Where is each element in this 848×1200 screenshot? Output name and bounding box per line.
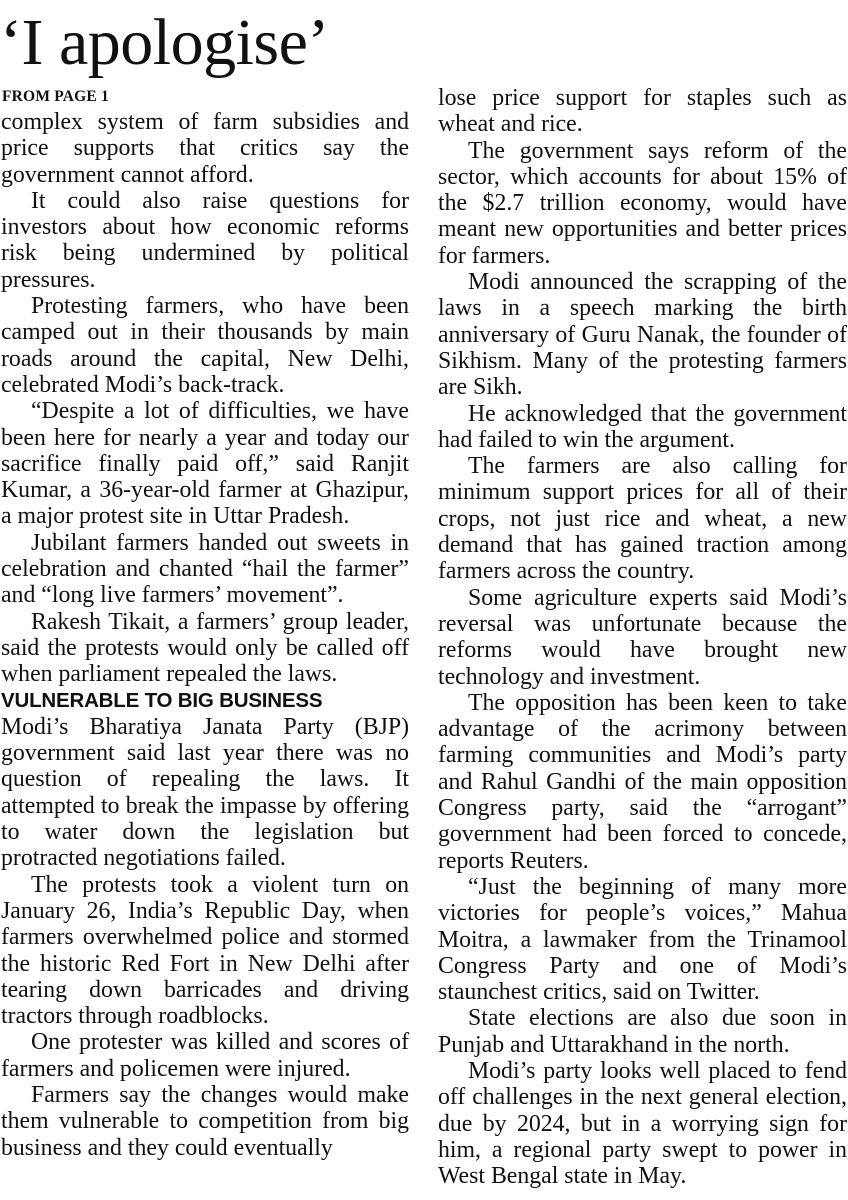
paragraph: lose price support for staples such as wheat and rice. [438,85,847,138]
left-column [1,109,409,1161]
paragraph: The protests took a violent turn on January 26, India’s Republic Day, when farmers overwhelmed police and stormed the historic Red Fort in New Delhi after tearing down barricades and driving tractors through roadblocks. [1,871,409,1030]
paragraph: complex system of farm subsidies and price supports that critics say the government cannot afford. [1,109,409,188]
paragraph: It could also raise questions for investors about how economic reforms risk being undermined by political pressures. [1,187,409,293]
paragraph: One protester was killed and scores of farmers and policemen were injured. [1,1029,409,1082]
continued-from-label: FROM PAGE 1 [2,88,109,105]
paragraph: “Just the beginning of many more victories for people’s voices,” Mahua Moitra, a lawmaker from the Trinamool Congress Party and one of Modi’s staunchest critics, said on Twitter. [438,873,847,1006]
paragraph: The farmers are also calling for minimum support prices for all of their crops, not just rice and wheat, a new demand that has gained traction among farmers across the country. [438,453,847,585]
right-column [438,85,847,1189]
paragraph: Farmers say the changes would make them vulnerable to competition from big business and they could eventually [1,1081,409,1161]
paragraph: Rakesh Tikait, a farmers’ group leader, said the protests would only be called off when parliament repealed the laws. [1,608,409,688]
headline: ‘I apologise’ [0,6,329,79]
paragraph: The opposition has been keen to take advantage of the acrimony between farming communities and Modi’s party and Rahul Gandhi of the main opposition Congress party, said the “arrogant” government had been forced to concede, reports Reuters. [438,689,847,874]
paragraph: “Despite a lot of difficulties, we have been here for nearly a year and today our sacrifice finally paid off,” said Ranjit Kumar, a 36-year-old farmer at Ghazipur, a major protest site in Uttar Pradesh. [1,398,409,530]
paragraph: Some agriculture experts said Modi’s reversal was unfortunate because the reforms would have brought new technology and investment. [438,584,847,690]
paragraph: Jubilant farmers handed out sweets in celebration and chanted “hail the farmer” and “long live farmers’ movement”. [1,529,409,609]
paragraph: Modi’s Bharatiya Janata Party (BJP) government said last year there was no question of repealing the laws. It attempted to break the impasse by offering to water down the legislation but protracted negotiations failed. [1,713,409,872]
paragraph: The government says reform of the sector, which accounts for about 15% of the $2.7 trillion economy, would have meant new opportunities and better prices for farmers. [438,137,847,269]
paragraph: Protesting farmers, who have been camped out in their thousands by main roads around the capital, New Delhi, celebrated Modi’s back-track. [1,293,409,398]
section-subhead: VULNERABLE TO BIG BUSINESS [1,688,323,712]
paragraph: Modi’s party looks well placed to fend off challenges in the next general election, due by 2024, but in a worrying sign for him, a regional party swept to power in West Bengal state in May. [438,1057,847,1190]
paragraph: Modi announced the scrapping of the laws in a speech marking the birth anniversary of Guru Nanak, the founder of Sikhism. Many of the protesting farmers are Sikh. [438,269,847,401]
paragraph: State elections are also due soon in Punjab and Uttarakhand in the north. [438,1005,847,1058]
paragraph: He acknowledged that the government had failed to win the argument. [438,400,847,453]
